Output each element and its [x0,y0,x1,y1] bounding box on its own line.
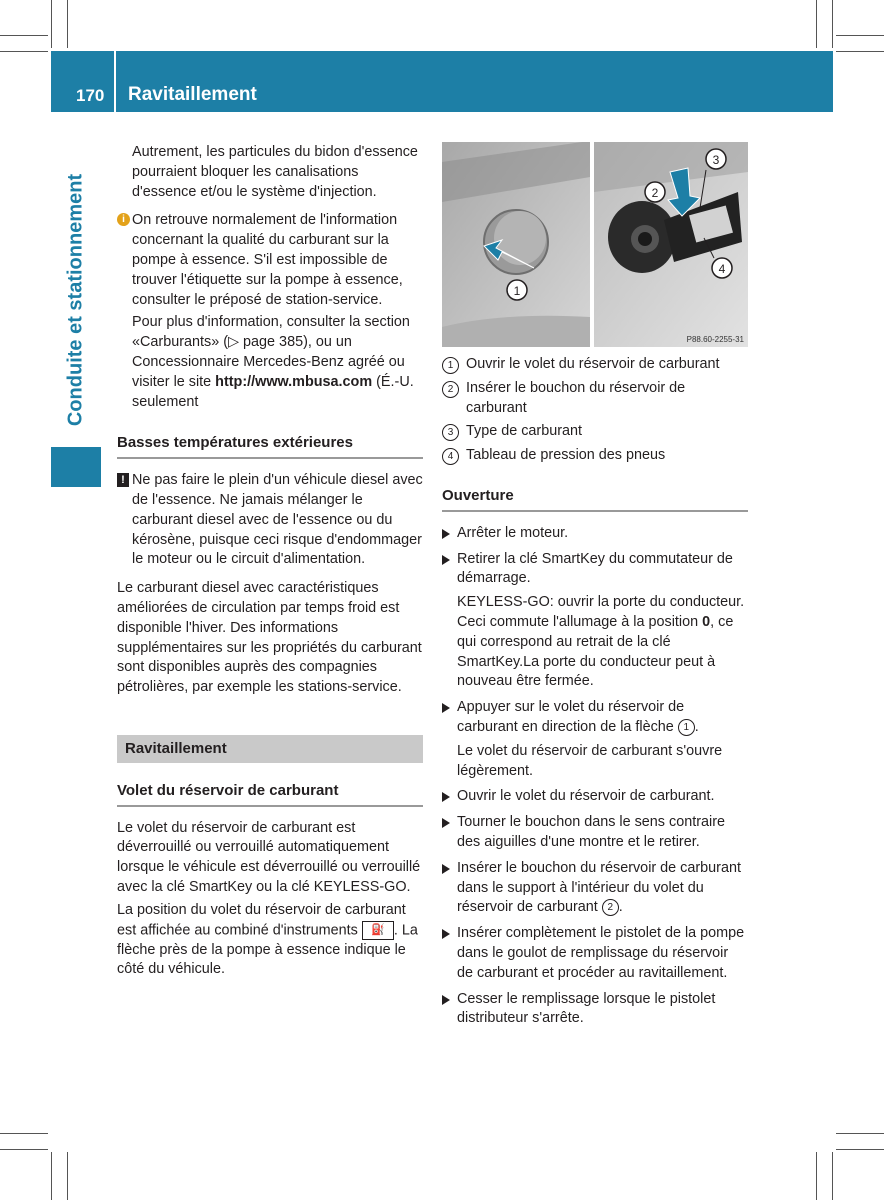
crop-mark [0,51,48,52]
number-badge: 4 [442,448,459,465]
crop-mark [816,0,817,48]
bullet-arrow-icon [442,703,450,713]
step-item: Retirer la clé SmartKey du commutateur de démarrage. [442,550,748,590]
side-section-label: Conduite et stationnement [64,173,87,427]
crop-mark [51,1152,52,1200]
bullet-arrow-icon [442,864,450,874]
crop-mark [67,0,68,48]
step-item: Arrêter le moteur. [442,524,748,544]
heading-ouverture: Ouverture [442,486,748,512]
fuel-flap-illustration [442,142,748,347]
website-link[interactable]: http://www.mbusa.com [215,373,373,390]
section-box-ravitaillement: Ravitaillement [117,735,423,763]
warning-note [117,471,423,570]
crop-mark [0,1133,48,1134]
crop-mark [0,1149,48,1150]
callout-1: 1 [513,284,521,298]
crop-mark [836,35,884,36]
number-badge: 2 [602,899,619,916]
paragraph-diesel: Le carburant diesel avec caractéristiques améliorées de circulation par temps froid est disponible l'hiver. Des informations supplémentaires sur les propriétés du carburant sont disponibles auprès des compagnies pétrolières, par exemple les stations-service. [117,580,422,696]
side-tab [51,447,101,487]
number-badge: 1 [442,357,459,374]
crop-mark [0,35,48,36]
warning-icon: ! [117,473,129,487]
step-item: Insérer complètement le pistolet de la pompe dans le goulot de remplissage du réservoir de carburant et procéder au ravitaillement. [442,924,748,983]
crop-mark [832,0,833,48]
callout-3: 3 [712,153,720,167]
page-number: 170 [76,86,105,105]
warning-text: Ne pas faire le plein d'un véhicule diesel avec de l'essence. Ne jamais mélanger le carburant diesel avec de l'essence ou du kérosène, puisque ceci risque d'endommager le moteur ou le circuit d'alimentation. [132,472,423,568]
number-badge: 2 [442,381,459,398]
bullet-arrow-icon [442,929,450,939]
step-item: Cesser le remplissage lorsque le pistolet distributeur s'arrête. [442,990,748,1030]
fuel-pump-icon: ⛽ [362,921,394,940]
step-item: Ouvrir le volet du réservoir de carburant. [442,787,748,807]
bullet-arrow-icon [442,995,450,1005]
info-icon: i [117,213,130,226]
bullet-arrow-icon [442,818,450,828]
info-paragraph-2: Pour plus d'information, consulter la section «Carburants» (▷ page 385), ou un Concessionnaire Mercedes-Benz agréé ou visiter le site http://www.mbusa.com (É.-U. seulement [132,314,414,410]
bullet-arrow-icon [442,529,450,539]
crop-mark [51,0,52,48]
crop-mark [836,1149,884,1150]
heading-low-temperatures: Basses températures extérieures [117,433,423,459]
callout-2: 2 [651,186,659,200]
paragraph: Autrement, les particules du bidon d'essence pourraient bloquer les canalisations d'essence et/ou le système d'injection. [132,144,418,200]
right-column [442,355,748,1035]
legend-item: 4 Tableau de pression des pneus [442,446,748,466]
figure-code: P88.60-2255-31 [686,335,744,344]
paragraph-fuel-flap-2: La position du volet du réservoir de carburant est affichée au combiné d'instruments ⛽ . La flèche près de la pompe à essence indique le côté du véhicule. [117,901,418,978]
step-detail: KEYLESS-GO: ouvrir la porte du conducteur. Ceci commute l'allumage à la position 0, ce qui correspond au retrait de la clé SmartKey.La porte du conducteur peut à nouveau être fermée. [457,594,745,690]
number-badge: 1 [678,719,695,736]
header-divider [114,51,116,112]
illustration-graphic [442,142,748,347]
crop-mark [836,1133,884,1134]
crop-mark [816,1152,817,1200]
heading-fuel-flap: Volet du réservoir de carburant [117,781,423,807]
crop-mark [836,51,884,52]
callout-4: 4 [718,262,726,276]
step-detail: Le volet du réservoir de carburant s'ouvre légèrement. [457,742,723,779]
step-item: Insérer le bouchon du réservoir de carburant dans le support à l'intérieur du volet du réservoir de carburant 2 . [442,859,748,918]
number-badge: 3 [442,424,459,441]
bullet-arrow-icon [442,792,450,802]
left-column [117,143,423,989]
step-item: Appuyer sur le volet du réservoir de carburant en direction de la flèche 1 . [442,698,748,738]
legend-item: 1 Ouvrir le volet du réservoir de carburant [442,355,748,375]
legend-item: 3 Type de carburant [442,422,748,442]
info-paragraph: On retrouve normalement de l'information concernant la qualité du carburant sur la pompe à essence. S'il est impossible de trouver l'étiquette sur la pompe à essence, consulter le préposé de station-service. [132,212,403,308]
paragraph-fuel-flap: Le volet du réservoir de carburant est déverrouillé ou verrouillé automatiquement lorsque le véhicule est déverrouillé ou verrouillé avec la clé SmartKey ou la clé KEYLESS-GO. [117,819,421,895]
crop-mark [67,1152,68,1200]
step-item: Tourner le bouchon dans le sens contraire des aiguilles d'une montre et le retirer. [442,813,748,853]
bullet-arrow-icon [442,555,450,565]
page-title: Ravitaillement [128,84,257,105]
legend-item: 2 Insérer le bouchon du réservoir de carburant [442,379,748,419]
info-note [117,211,423,412]
crop-mark [832,1152,833,1200]
